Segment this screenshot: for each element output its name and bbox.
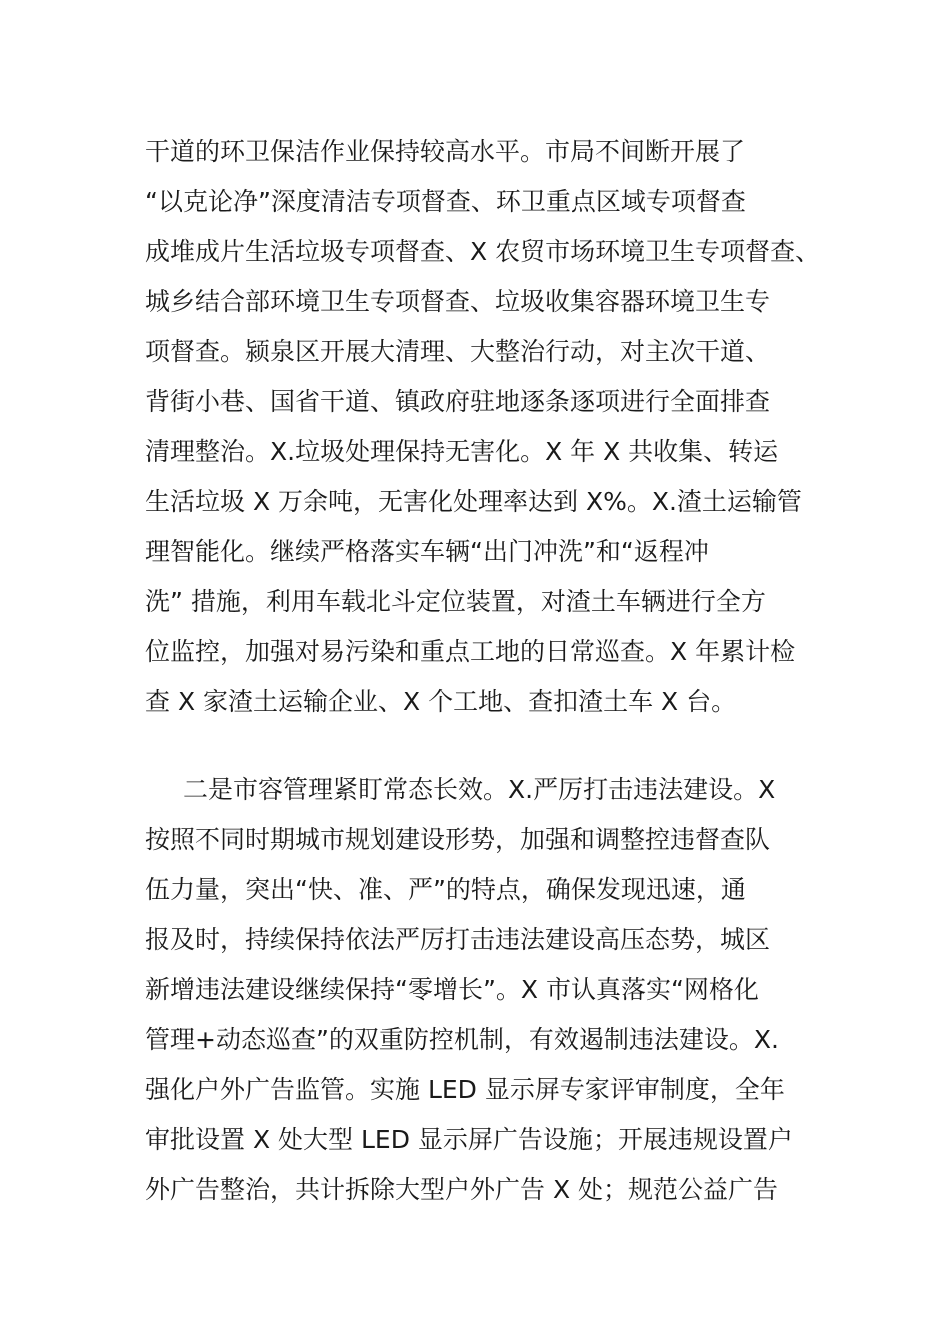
text-line: 强化户外广告监管。实施 LED 显示屏专家评审制度，全年 [145,1075,785,1104]
text-line: 新增违法建设继续保持“零增长”。X 市认真落实“网格化 [145,975,759,1004]
text-line: “以克论净”深度清洁专项督查、环卫重点区域专项督查 [145,187,746,216]
text-line: 按照不同时期城市规划建设形势，加强和调整控违督查队 [145,825,771,854]
text-line: 清理整治。X.垃圾处理保持无害化。X 年 X 共收集、转运 [145,437,779,466]
text-line: 生活垃圾 X 万余吨，无害化处理率达到 X%。X.渣土运输管 [145,487,802,516]
text-line: 背街小巷、国省干道、镇政府驻地逐条逐项进行全面排查 [145,387,771,416]
text-line: 二是市容管理紧盯常态长效。X.严厉打击违法建设。X [183,775,776,804]
text-line: 审批设置 X 处大型 LED 显示屏广告设施；开展违规设置户 [145,1125,793,1154]
text-line: 查 X 家渣土运输企业、X 个工地、查扣渣土车 X 台。 [145,687,737,716]
text-line: 外广告整治，共计拆除大型户外广告 X 处；规范公益广告 [145,1175,779,1204]
text-line: 报及时，持续保持依法严厉打击违法建设高压态势，城区 [145,925,771,954]
text-line: 管理+动态巡查”的双重防控机制，有效遏制违法建设。X. [145,1025,779,1054]
text-line: 项督查。颍泉区开展大清理、大整治行动，对主次干道、 [145,337,771,366]
text-line: 干道的环卫保洁作业保持较高水平。市局不间断开展了 [145,137,746,166]
text-line: 伍力量，突出“快、准、严”的特点，确保发现迅速，通 [145,875,746,904]
text-line: 洗” 措施，利用车载北斗定位装置，对渣土车辆进行全方 [145,587,766,616]
text-line: 城乡结合部环境卫生专项督查、垃圾收集容器环境卫生专 [145,287,771,316]
text-line: 成堆成片生活垃圾专项督查、X 农贸市场环境卫生专项督查、 [145,237,821,266]
text-line: 位监控，加强对易污染和重点工地的日常巡查。X 年累计检 [145,637,796,666]
text-line: 理智能化。继续严格落实车辆“出门冲洗”和“返程冲 [145,537,709,566]
